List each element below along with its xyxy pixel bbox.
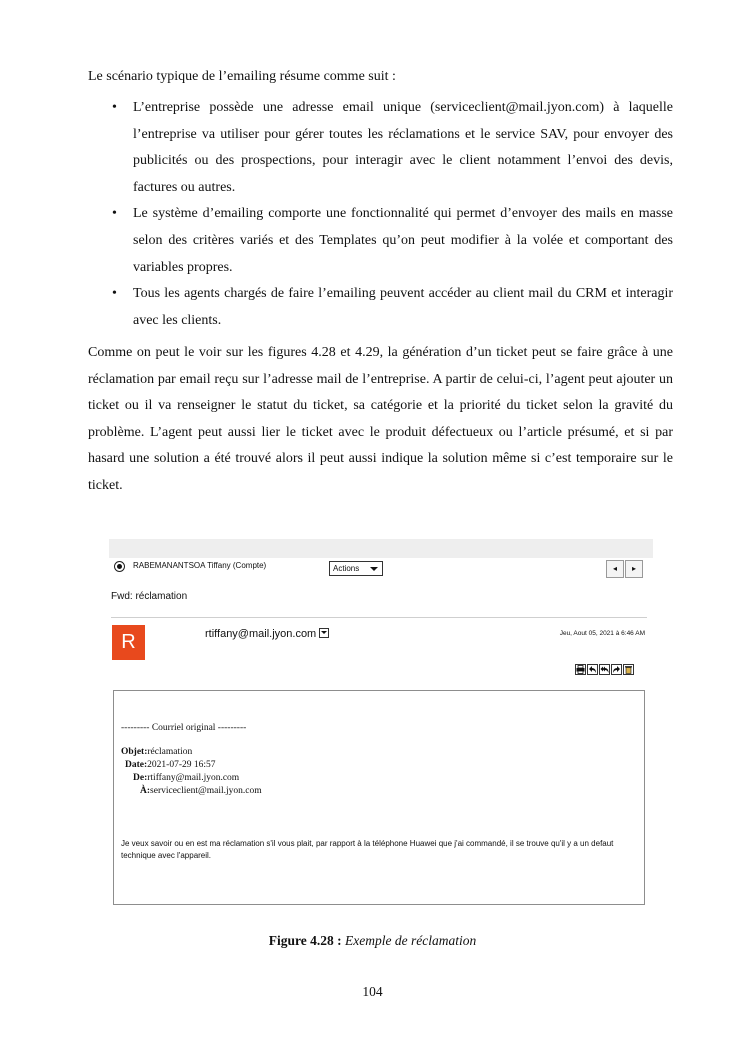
header-de [133,773,239,783]
header-date [125,760,216,770]
sender-avatar: R [112,625,145,660]
mail-date: Jeu, Aout 05, 2021 à 6:46 AM [559,630,645,637]
de-value: rtiffany@mail.jyon.com [147,773,240,783]
header-objet [121,747,192,757]
account-name: RABEMANANTSOA Tiffany (Compte) [133,561,267,570]
sender-address[interactable] [205,627,329,640]
delete-icon[interactable] [623,664,634,675]
message-actions-toolbar [574,664,634,677]
intro-paragraph: Le scénario typique de l’emailing résume comme suit : [88,69,396,84]
bullet-text: L’entreprise possède une adresse email unique (serviceclient@mail.jyon.com) à laquelle l’entreprise va utiliser pour gérer toutes les réclamations et le service SAV, pour envoyer des publicités ou des prospections, pour interagir avec le client notamment l’envoi des devis, factures ou autres. [133,100,673,195]
message-text: Je veux savoir ou en est ma réclamation s'il vous plait, par rapport à la téléphone Huawei que j'ai commandé, il se trouve qu'il y a un defaut technique avec l'appareil. [121,839,614,860]
bullet-dot-icon: • [112,100,117,115]
reply-all-icon[interactable] [599,664,610,675]
a-label: À: [140,786,151,796]
bullet-item [88,201,673,281]
forward-icon[interactable] [611,664,622,675]
caption-title: Exemple de réclamation [345,933,477,948]
page-number: 104 [362,984,383,999]
address-dropdown-icon[interactable] [319,628,329,638]
date-label: Date: [125,760,148,770]
body-paragraph: Comme on peut le voir sur les figures 4.28 et 4.29, la génération d’un ticket peut se faire grâce à une réclamation par email reçu sur l’adresse mail de l’entreprise. A partir de celui-ci, l’agent peut ajouter un ticket ou il va renseigner le statut du ticket, sa catégorie et la priorité du ticket selon la gravité du problème. L’agent peut aussi lier le ticket avec le produit défectueux ou l’article présumé, et si par hasard une solution a été trouvé alors il peut aussi indique la solution même si c’est temporaire sur le ticket. [88,345,673,493]
objet-value: réclamation [147,747,193,757]
previous-message-button[interactable]: ◂ [606,560,624,578]
actions-label: Actions [333,564,360,573]
mail-screenshot-figure [109,539,653,909]
a-value: serviceclient@mail.jyon.com [150,786,262,796]
chevron-down-icon [370,567,378,571]
bullet-text: Tous les agents chargés de faire l’emailing peuvent accéder au client mail du CRM et interagir avec les clients. [133,286,673,328]
window-top-bar [109,539,653,558]
date-value: 2021-07-29 16:57 [147,760,216,770]
header-a [140,786,262,796]
bullet-dot-icon: • [112,206,117,222]
reply-icon[interactable] [587,664,598,675]
bullet-item [88,281,673,334]
bullet-list [88,95,673,334]
original-mail-header: --------- Courriel original --------- [121,723,247,733]
next-message-button[interactable]: ▸ [625,560,643,578]
actions-dropdown[interactable] [329,561,383,576]
header-divider [111,617,647,618]
message-nav [606,560,646,578]
figure-caption [0,933,745,949]
mail-subject: Fwd: réclamation [111,591,188,602]
bullet-dot-icon: • [112,286,117,302]
message-body [113,690,645,905]
caption-label: Figure 4.28 : [268,933,342,948]
print-icon[interactable] [575,664,586,675]
bullet-item [88,95,673,201]
bullet-text: Le système d’emailing comporte une fonctionnalité qui permet d’envoyer des mails en masse selon des critères variés et des Templates qu’on peut modifier à la volée et comportant des variables propres. [133,206,673,275]
account-radio[interactable] [114,561,125,572]
sender-address-text: rtiffany@mail.jyon.com [205,628,317,640]
mail-toolbar [109,558,653,584]
de-label: De: [133,773,148,783]
objet-label: Objet: [121,747,148,757]
